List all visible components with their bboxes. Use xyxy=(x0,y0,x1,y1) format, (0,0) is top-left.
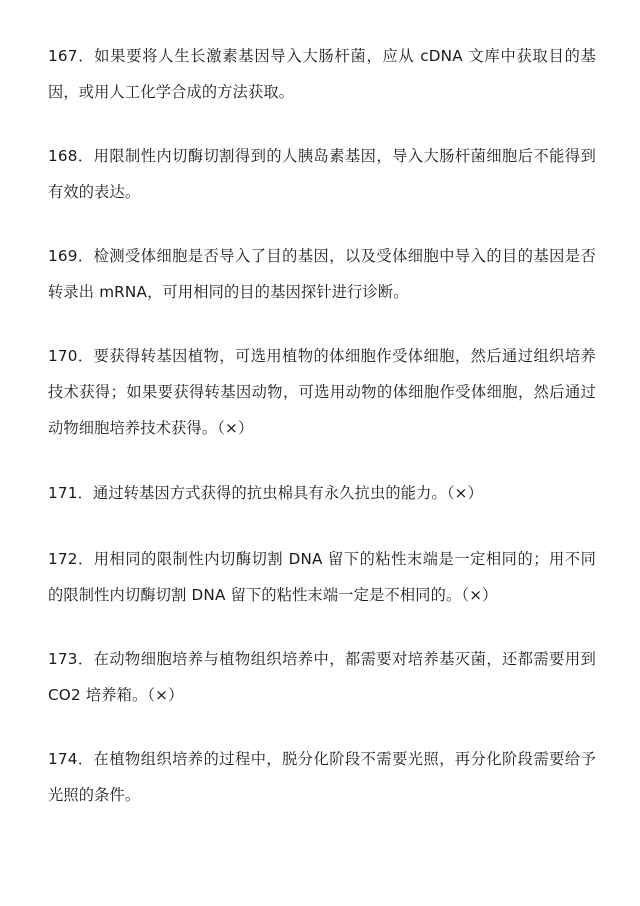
statement-168: 168．用限制性内切酶切割得到的人胰岛素基因，导入大肠杆菌细胞后不能得到有效的表达。 xyxy=(48,147,596,201)
statement-169: 169．检测受体细胞是否导入了目的基因，以及受体细胞中导入的目的基因是否转录出 mRNA，可用相同的目的基因探针进行诊断。 xyxy=(48,247,596,301)
statement-171: 171．通过转基因方式获得的抗虫棉具有永久抗虫的能力。（×） xyxy=(48,484,483,502)
statement-170: 170．要获得转基因植物，可选用植物的体细胞作受体细胞，然后通过组织培养技术获得；如果要获得转基因动物，可选用动物的体细胞作受体细胞，然后通过动物细胞培养技术获得。（×） xyxy=(48,347,596,437)
statement-173: 173．在动物细胞培养与植物组织培养中，都需要对培养基灭菌，还都需要用到 CO2 培养箱。（×） xyxy=(48,650,596,704)
statement-167: 167．如果要将人生长激素基因导入大肠杆菌，应从 cDNA 文库中获取目的基因，或用人工化学合成的方法获取。 xyxy=(48,47,596,101)
statement-172: 172．用相同的限制性内切酶切割 DNA 留下的粘性末端是一定相同的；用不同的限制性内切酶切割 DNA 留下的粘性末端一定是不相同的。（×） xyxy=(48,550,596,604)
statement-174: 174．在植物组织培养的过程中，脱分化阶段不需要光照，再分化阶段需要给予光照的条件。 xyxy=(48,750,596,804)
